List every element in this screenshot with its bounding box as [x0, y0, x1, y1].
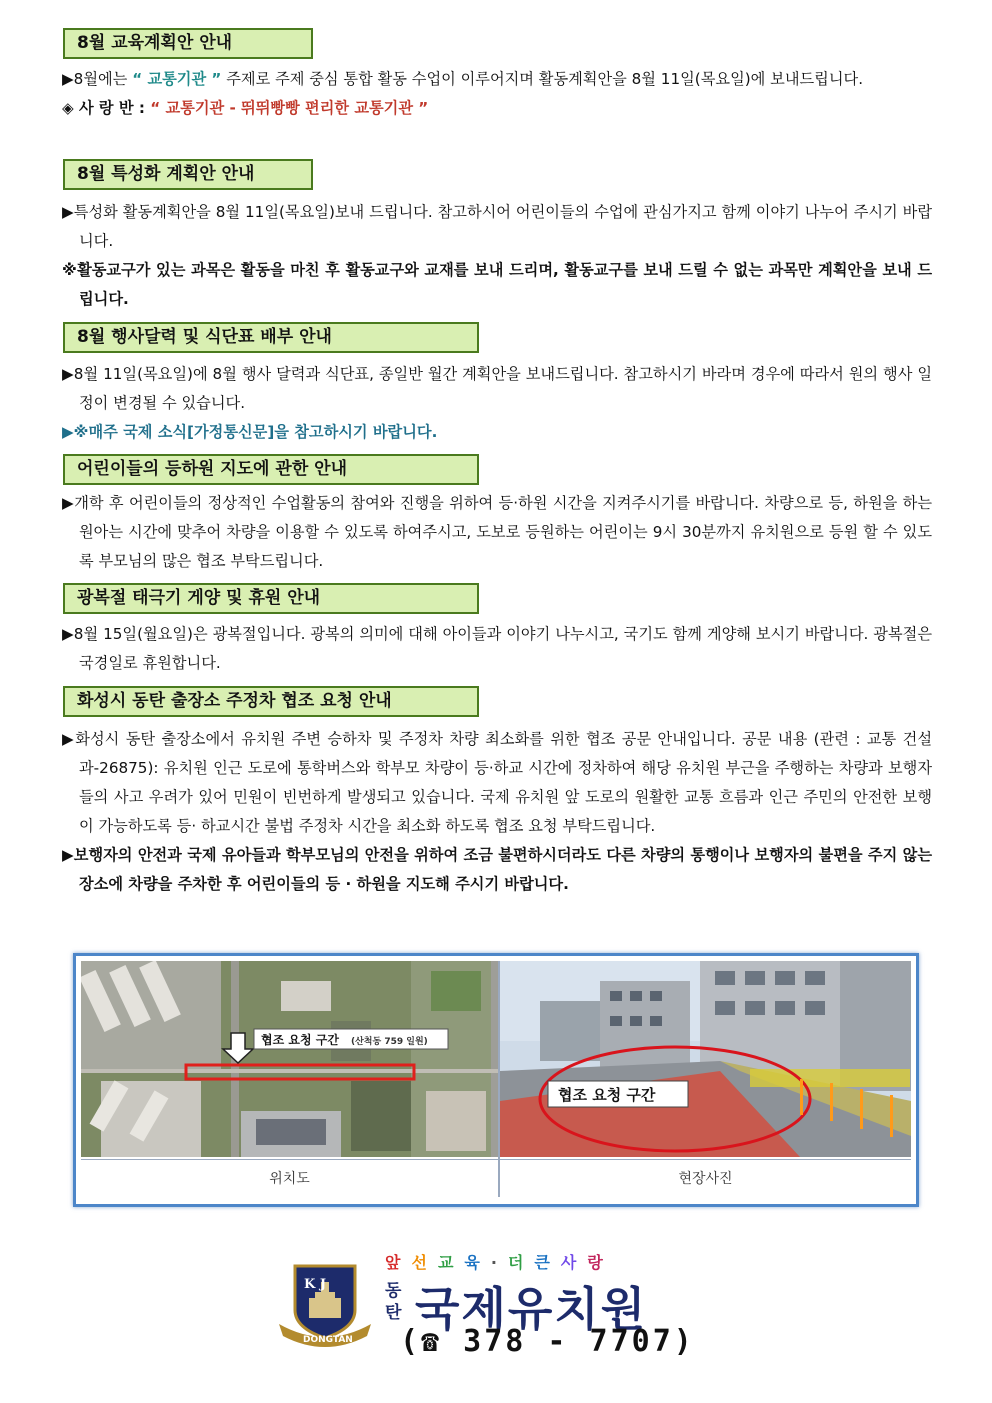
school-phone: (☎ 378 - 7707): [400, 1324, 695, 1359]
slogan-char: 더: [507, 1253, 535, 1272]
section-title-calendar-menu: 8월 행사달력 및 식단표 배부 안내: [63, 322, 479, 353]
slogan-char: 큰: [534, 1253, 561, 1272]
slogan-char: 선: [411, 1253, 438, 1272]
section-title-liberation-day: 광복절 태극기 게양 및 휴원 안내: [63, 583, 479, 614]
emblem-letters: K J: [304, 1277, 326, 1292]
emblem-banner-text: DONGTAN: [303, 1335, 353, 1345]
education-plan-text: ▶8월에는 “ 교통기관 ” 주제로 주제 중심 통합 활동 수업이 이루어지며 활동계획안을 8월 11일(목요일)에 보내드립니다. ◈ 사 랑 반 : “ 교통기관 - 뛰뛰빵빵 편리한 교통기관 ”: [62, 70, 864, 117]
location-map-image: [81, 961, 498, 1157]
slogan-char: 사: [560, 1253, 588, 1272]
section-title-commute-guide: 어린이들의 등하원 지도에 관한 안내: [63, 454, 479, 485]
commute-guide-text: ▶개학 후 어린이들의 정상적인 수업활동의 참여와 진행을 위하여 등·하원 시간을 지켜주시기를 바랍니다. 차량으로 등, 하원을 하는 원아는 시간에 맞추어 차량을 이용할 수 있도록 하여주시고, 도보로 등원하는 어린이는 9시 30분까지 유치원으로 등원 할 수 있도록 부모님의 많은 협조 부탁드립니다.: [62, 494, 932, 570]
location-photo-panel: [73, 953, 919, 1207]
caption-site-photo: 현장사진: [678, 1171, 733, 1187]
calendar-menu-text: ▶8월 11일(목요일)에 8월 행사 달력과 식단표, 종일반 월간 계획안을 보내드립니다. 참고하시기 바라며 경우에 따라서 원의 행사 일정이 변경될 수 있습니다. ▶※매주 국제 소식[가정통신문]을 참고하시기 바랍니다.: [62, 365, 932, 441]
school-name: 국제유치원: [415, 1282, 648, 1336]
slogan-char: 랑: [587, 1253, 614, 1272]
section-title-special-plan: 8월 특성화 계획안 안내: [63, 159, 313, 190]
section-title-education-plan: 8월 교육계획안 안내: [63, 28, 313, 59]
school-emblem: [275, 1258, 375, 1348]
slogan-char: 앞: [385, 1253, 412, 1272]
liberation-day-text: ▶8월 15일(월요일)은 광복절입니다. 광복의 의미에 대해 아이들과 이야기 나누시고, 국기도 함께 게양해 보시기 바랍니다. 광복절은 국경일로 휴원합니다.: [62, 625, 932, 672]
special-plan-text: ▶특성화 활동계획안을 8월 11일(목요일)보내 드립니다. 참고하시어 어린이들의 수업에 관심가지고 함께 이야기 나누어 주시기 바랍니다. ※활동교구가 있는 과목은 활동을 마친 후 활동교구와 교재를 보내 드리며, 활동교구를 보내 드릴 수 없는 과목만 계획안을 보내 드립니다.: [62, 203, 932, 308]
section-title-parking-request: 화성시 동탄 출장소 주정차 협조 요청 안내: [63, 686, 479, 717]
map-callout-sub: (산척동 759 일원): [351, 1037, 428, 1047]
site-callout-label: 협조 요청 구간: [558, 1086, 656, 1104]
slogan-char: 육: [464, 1253, 491, 1272]
map-callout-label: 협조 요청 구간: [261, 1033, 339, 1047]
parking-request-text: ▶화성시 동탄 출장소에서 유치원 주변 승하차 및 주정차 차량 최소화를 위한 협조 공문 안내입니다. 공문 내용 (관련 : 교통 건설과-26875): 유치원 인근 도로에 통학버스와 학부모 차량이 등·하교 시간에 정차하여 해당 유치원 부근을 주행하는 차량과 보행자들의 사고 우려가 있어 민원이 빈번하게 발생되고 있습니다. 국제 유치원 앞 도로의 원활한 교통 흐름과 인근 주민의 안전한 보행이 가능하도록 등· 하교시간 불법 주정차 시간을 최소화 하도록 협조 요청 부탁드립니다. ▶보행자의 안전과 국제 유아들과 학부모님의 안전을 위하여 조금 불편하시더라도 다른 차량의 통행이나 보행자의 불편을 주지 않는 장소에 차량을 주차한 후 어린이들의 등 · 하원을 지도해 주시기 바랍니다.: [62, 730, 932, 893]
slogan-char: 교: [437, 1253, 465, 1272]
site-photo-image: [500, 961, 911, 1157]
slogan-char: ·: [490, 1253, 508, 1272]
school-name-prefix: 동 탄: [385, 1281, 402, 1323]
caption-location-map: 위치도: [269, 1171, 310, 1187]
school-slogan: [385, 1250, 614, 1273]
